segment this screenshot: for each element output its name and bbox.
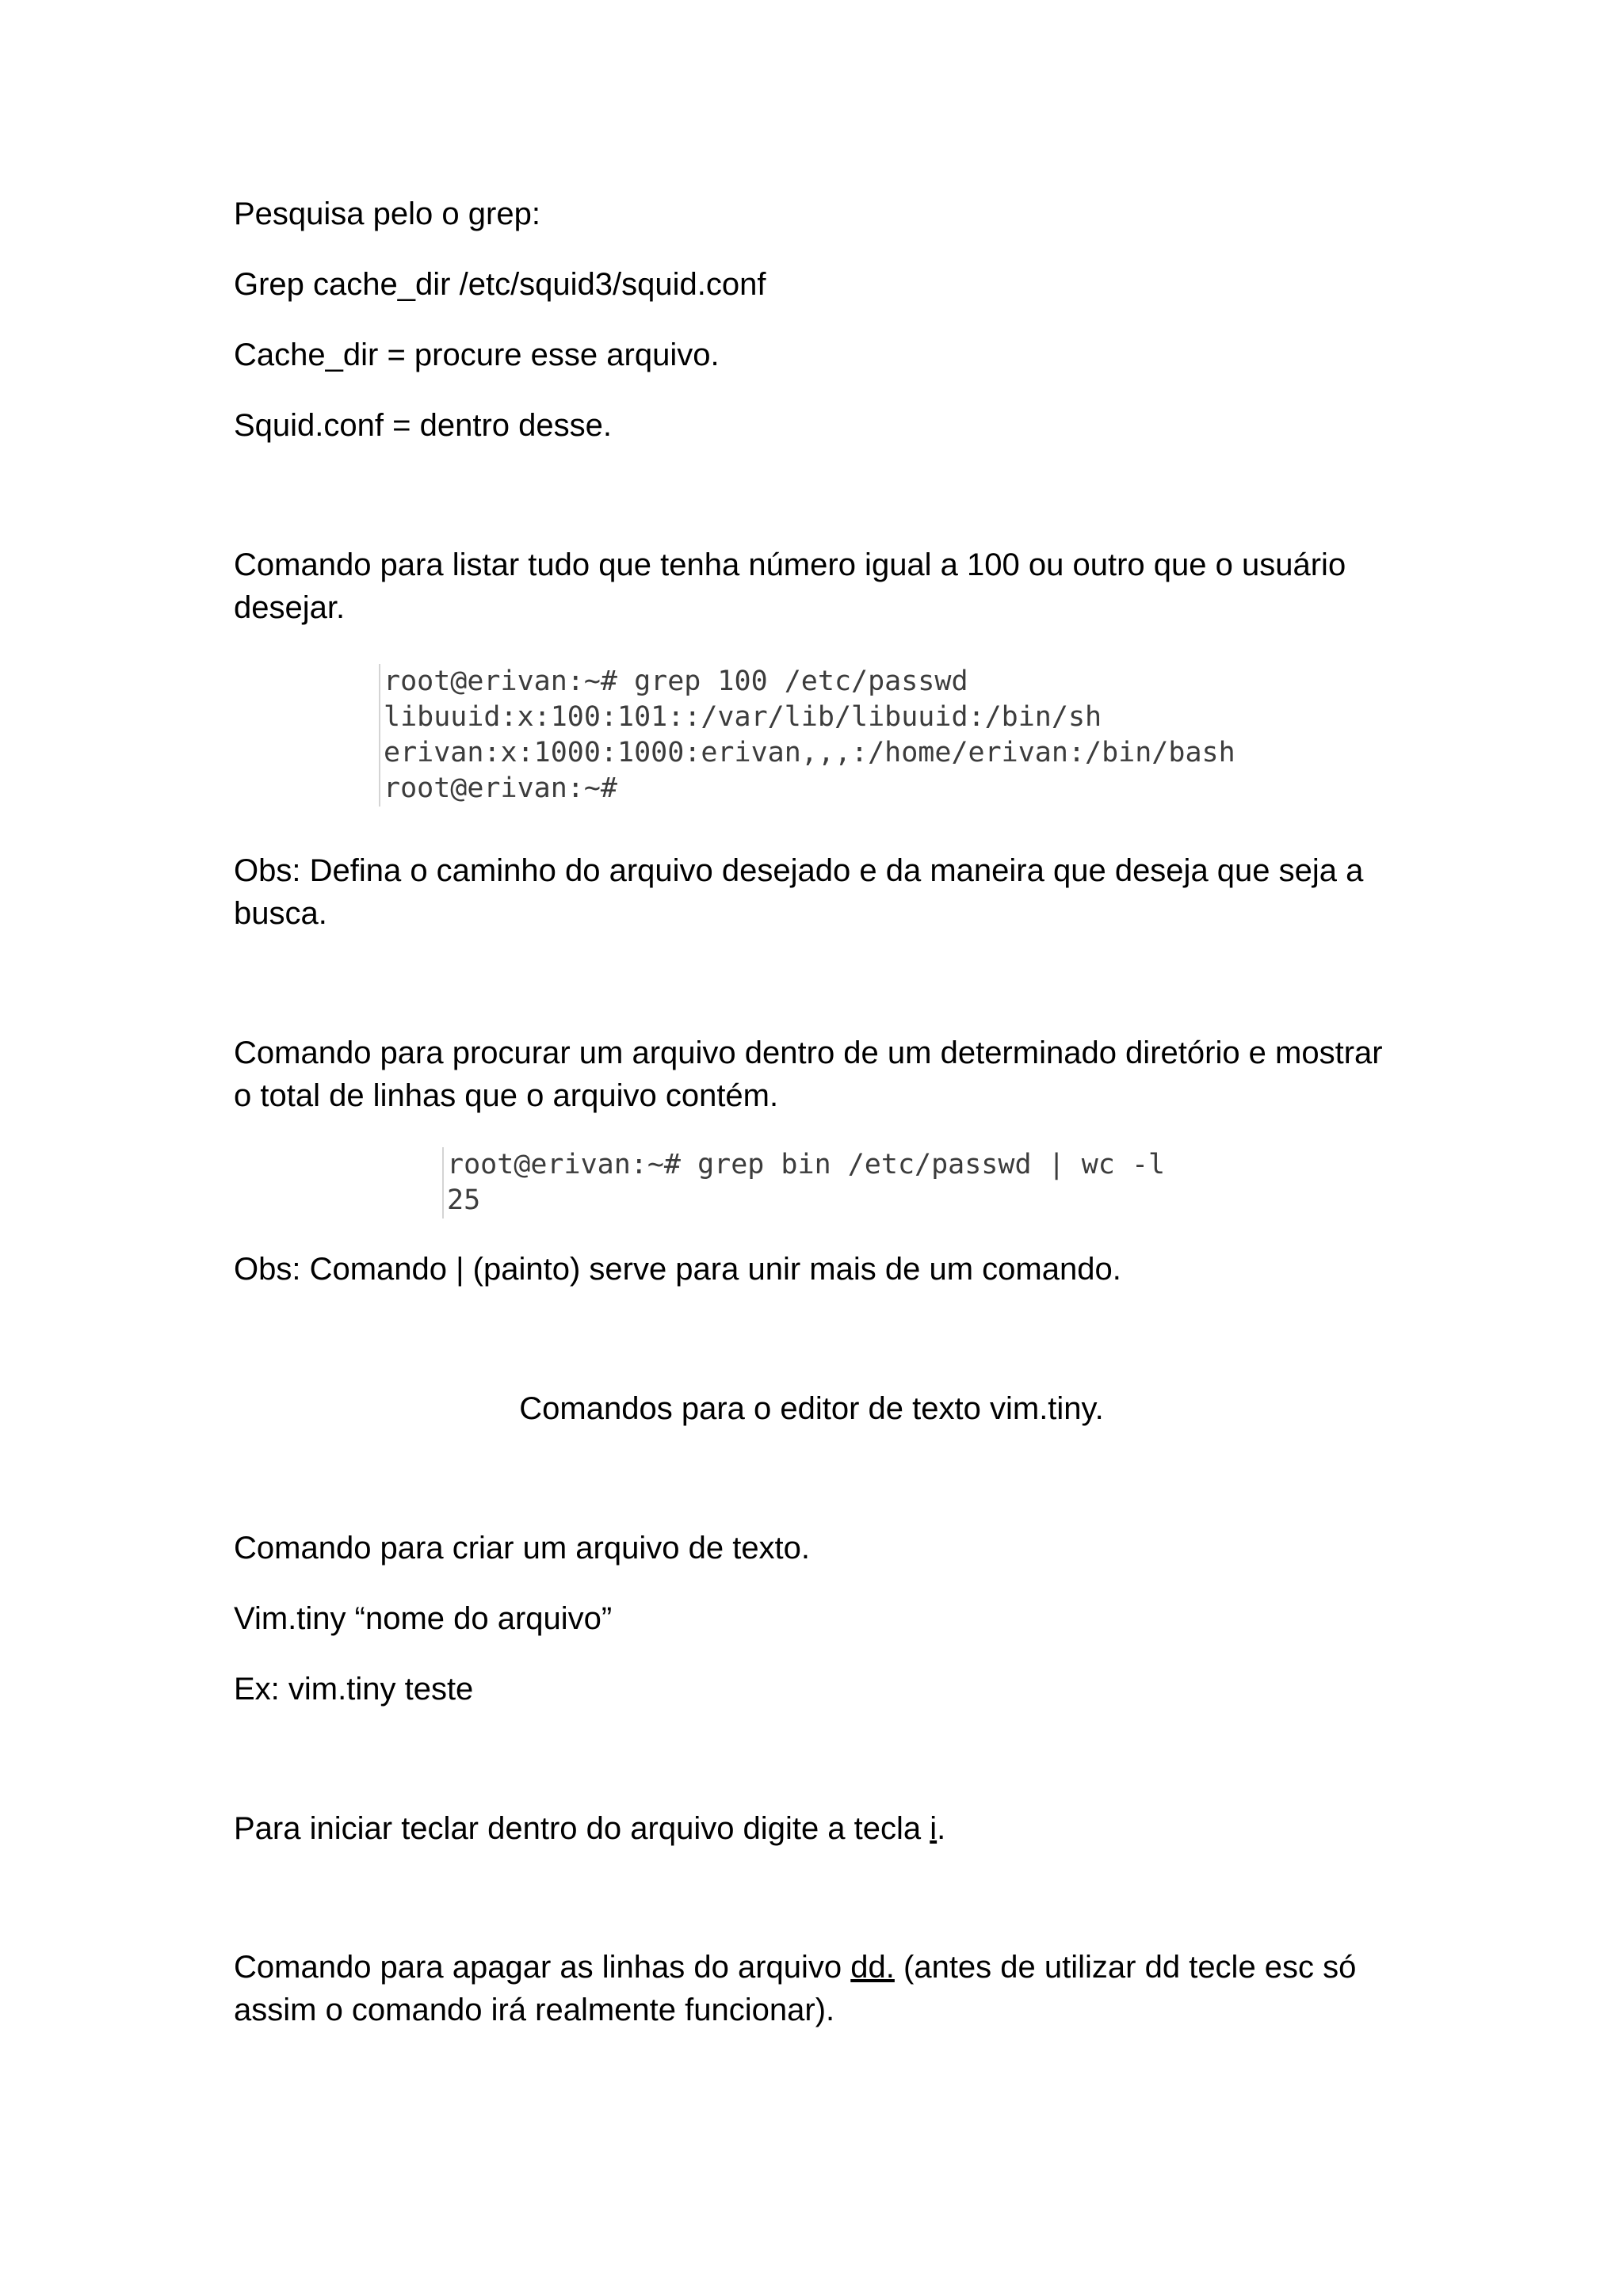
paragraph-cache-dir: Cache_dir = procure esse arquivo. — [234, 338, 720, 372]
text: . — [937, 1811, 946, 1846]
key-i: i — [930, 1811, 938, 1846]
terminal-line: libuuid:x:100:101::/var/lib/libuuid:/bin/sh — [384, 701, 1102, 733]
paragraph-squid-conf: Squid.conf = dentro desse. — [234, 408, 612, 443]
paragraph-list-100: Comando para listar tudo que tenha número igual a 100 ou outro que o usuário desejar. — [234, 547, 1346, 625]
paragraph-vim-example: Ex: vim.tiny teste — [234, 1672, 474, 1707]
paragraph-create-file: Comando para criar um arquivo de texto. — [234, 1531, 811, 1566]
terminal-line: erivan:x:1000:1000:erivan,,,:/home/erivan:/bin/bash — [384, 737, 1235, 769]
terminal-screenshot-wc — [442, 1147, 1208, 1219]
text: Para iniciar teclar dentro do arquivo digite a tecla — [234, 1811, 930, 1846]
terminal-line: root@erivan:~# grep bin /etc/passwd | wc -l — [447, 1149, 1166, 1180]
paragraph-delete-lines — [234, 1946, 1407, 2031]
text: Comando para apagar as linhas do arquivo — [234, 1950, 851, 1985]
paragraph-insert-key — [234, 1807, 1407, 1850]
paragraph-grep-command: Grep cache_dir /etc/squid3/squid.conf — [234, 267, 766, 302]
command-dd: dd. — [850, 1950, 895, 1985]
section-heading-vim: Comandos para o editor de texto vim.tiny. — [519, 1391, 1104, 1426]
paragraph-count-lines: Comando para procurar um arquivo dentro de um determinado diretório e mostrar o total de linhas que o arquivo contém. — [234, 1035, 1383, 1113]
paragraph-vim-syntax: Vim.tiny “nome do arquivo” — [234, 1601, 613, 1636]
terminal-screenshot-grep-100 — [379, 664, 1271, 807]
paragraph-obs-pipe: Obs: Comando | (painto) serve para unir mais de um comando. — [234, 1252, 1121, 1287]
paragraph-grep-intro: Pesquisa pelo o grep: — [234, 196, 540, 231]
terminal-line: root@erivan:~# grep 100 /etc/passwd — [384, 666, 968, 697]
terminal-line: 25 — [447, 1184, 481, 1216]
paragraph-obs-path: Obs: Defina o caminho do arquivo desejado e da maneira que deseja que seja a busca. — [234, 853, 1364, 931]
text: (antes de utilizar dd tecle esc só assim o comando irá realmente funcionar). — [234, 1950, 1357, 2027]
terminal-line: root@erivan:~# — [384, 772, 618, 804]
